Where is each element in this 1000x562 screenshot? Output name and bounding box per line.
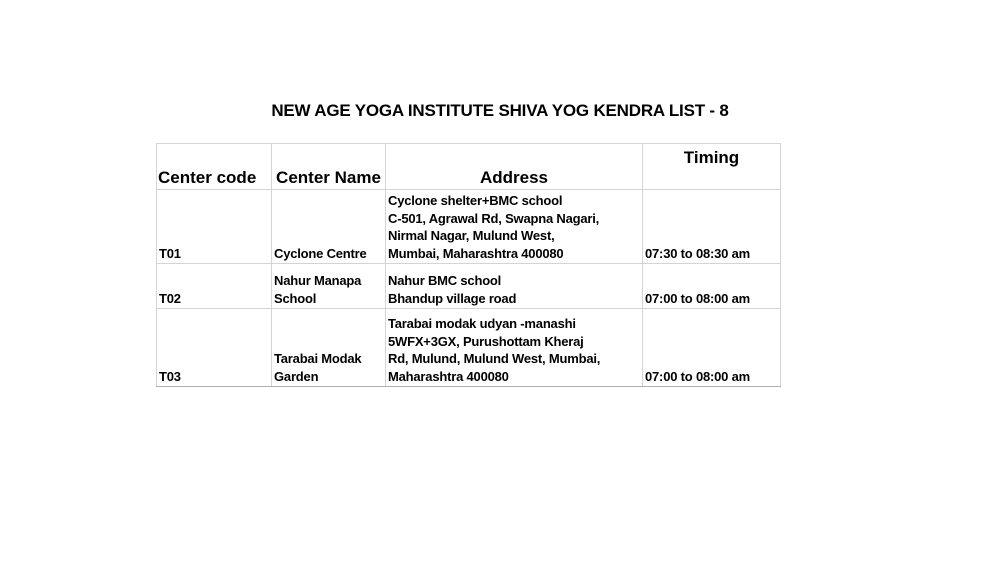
cell-line: Nahur BMC school [388,273,502,288]
cell-center-name [272,309,386,387]
header-timing [643,144,781,190]
header-address [386,144,643,190]
cell-line: T02 [159,290,181,306]
kendra-list-table [156,143,781,387]
header-line: Name [334,168,381,187]
table-row [157,264,781,309]
cell-line: Nahur Manapa [274,273,362,288]
cell-line: 07:00 to 08:00 am [645,368,750,384]
cell-line: Maharashtra 400080 [388,368,509,384]
cell-timing [643,309,781,387]
header-center-name [272,144,386,190]
cell-line: Nirmal Nagar, Mulund West, [388,228,555,243]
cell-timing [643,190,781,264]
cell-address [386,190,643,264]
cell-address [386,264,643,309]
cell-line: Garden [274,368,319,384]
header-line: Timing [683,148,740,167]
cell-center-name [272,190,386,264]
cell-line: Tarabai Modak [274,351,362,366]
cell-line: 07:30 to 08:30 am [645,245,750,261]
cell-line: C-501, Agrawal Rd, Swapna Nagari, [388,210,600,226]
cell-line: Mumbai, Maharashtra 400080 [388,245,564,261]
header-line: Center [276,168,330,187]
cell-line: Bhandup village road [388,290,517,306]
header-line: Address [479,168,549,187]
cell-center-code [157,309,272,387]
cell-address [386,309,643,387]
header-line: code [216,168,257,187]
cell-center-code [157,190,272,264]
cell-line: 5WFX+3GX, Purushottam Kheraj [388,333,584,349]
cell-center-code [157,264,272,309]
cell-line: School [274,290,317,306]
cell-line: 07:00 to 08:00 am [645,290,750,306]
cell-center-name [272,264,386,309]
cell-line: Rd, Mulund, Mulund West, Mumbai, [388,351,601,366]
table-header-row [157,144,781,190]
table-row [157,309,781,387]
cell-line: Cyclone Centre [274,245,367,261]
cell-timing [643,264,781,309]
cell-line: T01 [159,245,181,261]
header-center-code [157,144,272,190]
document-title: NEW AGE YOGA INSTITUTE SHIVA YOG KENDRA LIST - 8 [271,101,729,120]
table-row [157,190,781,264]
cell-line: T03 [159,368,181,384]
cell-line: Tarabai modak udyan -manashi [388,316,576,331]
header-line: Center [158,168,212,187]
cell-line: Cyclone shelter+BMC school [388,193,563,208]
